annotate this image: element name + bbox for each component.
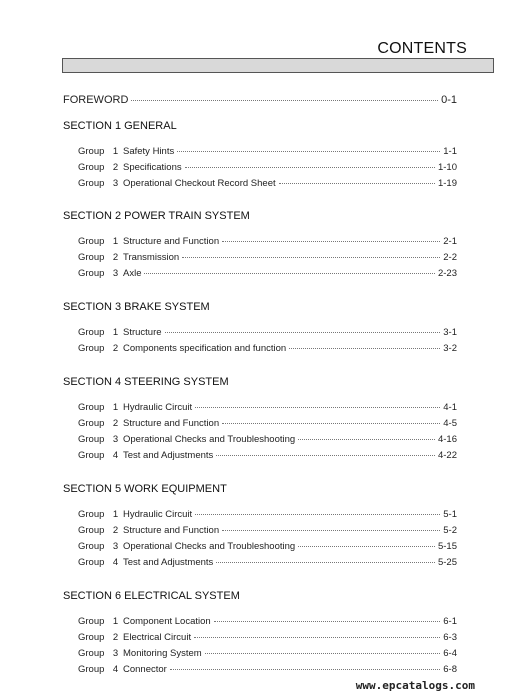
toc-entry[interactable] — [78, 541, 457, 552]
dot-leader — [170, 669, 440, 670]
dot-leader — [185, 167, 435, 168]
entry-label: Structure — [123, 327, 162, 338]
toc-entry[interactable] — [78, 162, 457, 173]
entry-label: Electrical Circuit — [123, 632, 192, 643]
dot-leader — [216, 455, 435, 456]
section-heading: SECTION 5 WORK EQUIPMENT — [63, 483, 227, 495]
entry-page: 5-1 — [443, 509, 457, 520]
group-number: 1 — [112, 402, 119, 413]
group-word: Group — [78, 162, 105, 173]
toc-entry[interactable] — [78, 252, 457, 263]
group-number: 2 — [112, 525, 119, 536]
toc-entry[interactable] — [78, 178, 457, 189]
toc-entry[interactable] — [78, 525, 457, 536]
group-number: 4 — [112, 450, 119, 461]
group-number: 2 — [112, 343, 119, 354]
entry-label: Transmission — [123, 252, 180, 263]
group-word: Group — [78, 664, 105, 675]
group-word: Group — [78, 632, 105, 643]
entry-label: Operational Checkout Record Sheet — [123, 178, 276, 189]
entry-label: Connector — [123, 664, 167, 675]
group-number: 3 — [112, 648, 119, 659]
group-number: 3 — [112, 268, 119, 279]
toc-entry[interactable] — [78, 664, 457, 675]
watermark: www.epcatalogs.com — [355, 679, 475, 692]
entry-label: Structure and Function — [123, 418, 220, 429]
group-word: Group — [78, 557, 105, 568]
entry-label: Structure and Function — [123, 525, 220, 536]
entry-page: 1-10 — [437, 162, 457, 173]
foreword-label: FOREWORD — [63, 94, 129, 106]
group-number: 3 — [112, 178, 119, 189]
entry-page: 6-1 — [443, 616, 457, 627]
entry-label: Hydraulic Circuit — [123, 509, 193, 520]
group-word: Group — [78, 146, 105, 157]
dot-leader — [194, 637, 440, 638]
dot-leader — [289, 348, 440, 349]
dot-leader — [144, 273, 435, 274]
group-word: Group — [78, 178, 105, 189]
toc-entry[interactable] — [78, 434, 457, 445]
toc-entry[interactable] — [78, 343, 457, 354]
group-word: Group — [78, 402, 105, 413]
toc-entry[interactable] — [78, 327, 457, 338]
dot-leader — [195, 407, 440, 408]
entry-page: 6-4 — [443, 648, 457, 659]
dot-leader — [131, 100, 438, 101]
group-word: Group — [78, 450, 105, 461]
entry-page: 1-1 — [443, 146, 457, 157]
group-word: Group — [78, 509, 105, 520]
group-word: Group — [78, 648, 105, 659]
group-number: 2 — [112, 252, 119, 263]
group-number: 1 — [112, 146, 119, 157]
entry-label: Component Location — [123, 616, 211, 627]
group-word: Group — [78, 236, 105, 247]
toc-entry[interactable] — [78, 146, 457, 157]
entry-label: Test and Adjustments — [123, 557, 214, 568]
entry-page: 4-16 — [437, 434, 457, 445]
group-word: Group — [78, 616, 105, 627]
foreword-page: 0-1 — [441, 94, 457, 106]
entry-page: 4-5 — [443, 418, 457, 429]
toc-entry[interactable] — [78, 450, 457, 461]
dot-leader — [214, 621, 441, 622]
entry-label: Safety Hints — [123, 146, 175, 157]
group-word: Group — [78, 434, 105, 445]
page-title: CONTENTS — [377, 40, 467, 57]
title-bar — [62, 58, 494, 73]
dot-leader — [165, 332, 441, 333]
entry-page: 6-3 — [443, 632, 457, 643]
group-word: Group — [78, 268, 105, 279]
dot-leader — [195, 514, 440, 515]
toc-entry[interactable] — [78, 509, 457, 520]
entry-label: Monitoring System — [123, 648, 202, 659]
entry-page: 1-19 — [437, 178, 457, 189]
dot-leader — [222, 530, 440, 531]
dot-leader — [298, 439, 435, 440]
group-word: Group — [78, 418, 105, 429]
group-number: 1 — [112, 327, 119, 338]
toc-entry[interactable] — [78, 268, 457, 279]
dot-leader — [279, 183, 435, 184]
section-heading: SECTION 6 ELECTRICAL SYSTEM — [63, 590, 240, 602]
group-number: 2 — [112, 632, 119, 643]
section-heading: SECTION 3 BRAKE SYSTEM — [63, 301, 210, 313]
dot-leader — [222, 423, 440, 424]
entry-page: 4-1 — [443, 402, 457, 413]
toc-entry[interactable] — [78, 648, 457, 659]
group-number: 4 — [112, 557, 119, 568]
dot-leader — [298, 546, 435, 547]
group-number: 1 — [112, 616, 119, 627]
toc-entry[interactable] — [78, 616, 457, 627]
group-number: 3 — [112, 541, 119, 552]
entry-page: 4-22 — [437, 450, 457, 461]
entry-page: 2-2 — [443, 252, 457, 263]
entry-page: 2-1 — [443, 236, 457, 247]
entry-label: Test and Adjustments — [123, 450, 214, 461]
entry-label: Axle — [123, 268, 142, 279]
group-word: Group — [78, 327, 105, 338]
entry-label: Components specification and function — [123, 343, 287, 354]
group-number: 3 — [112, 434, 119, 445]
toc-entry[interactable] — [78, 402, 457, 413]
entry-label: Operational Checks and Troubleshooting — [123, 434, 296, 445]
entry-page: 3-2 — [443, 343, 457, 354]
toc-entry[interactable] — [78, 236, 457, 247]
foreword-row[interactable] — [63, 94, 457, 106]
entry-label: Structure and Function — [123, 236, 220, 247]
entry-label: Specifications — [123, 162, 182, 173]
group-number: 2 — [112, 162, 119, 173]
group-word: Group — [78, 343, 105, 354]
toc-entry[interactable] — [78, 418, 457, 429]
entry-label: Operational Checks and Troubleshooting — [123, 541, 296, 552]
toc-entry[interactable] — [78, 557, 457, 568]
toc-entry[interactable] — [78, 632, 457, 643]
entry-label: Hydraulic Circuit — [123, 402, 193, 413]
section-heading: SECTION 1 GENERAL — [63, 120, 177, 132]
group-word: Group — [78, 525, 105, 536]
section-heading: SECTION 2 POWER TRAIN SYSTEM — [63, 210, 250, 222]
dot-leader — [205, 653, 441, 654]
dot-leader — [222, 241, 440, 242]
entry-page: 5-25 — [437, 557, 457, 568]
group-word: Group — [78, 541, 105, 552]
group-number: 1 — [112, 236, 119, 247]
group-word: Group — [78, 252, 105, 263]
entry-page: 5-2 — [443, 525, 457, 536]
group-number: 1 — [112, 509, 119, 520]
group-number: 2 — [112, 418, 119, 429]
section-heading: SECTION 4 STEERING SYSTEM — [63, 376, 229, 388]
dot-leader — [177, 151, 440, 152]
entry-page: 5-15 — [437, 541, 457, 552]
group-number: 4 — [112, 664, 119, 675]
dot-leader — [182, 257, 440, 258]
entry-page: 6-8 — [443, 664, 457, 675]
entry-page: 2-23 — [437, 268, 457, 279]
entry-page: 3-1 — [443, 327, 457, 338]
dot-leader — [216, 562, 435, 563]
